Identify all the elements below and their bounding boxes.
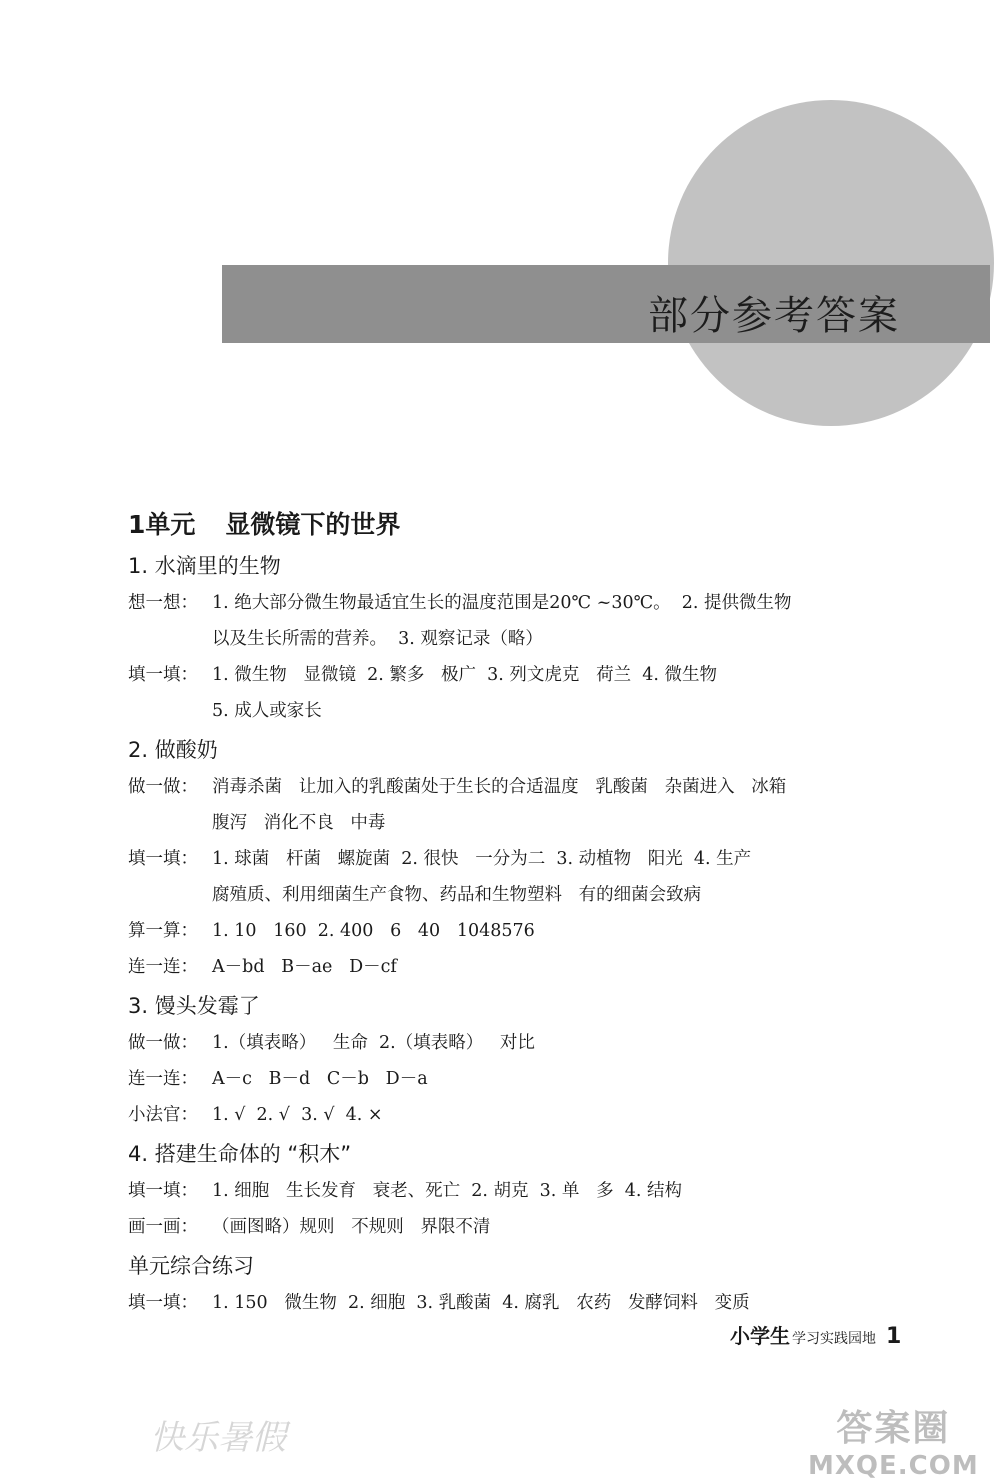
lesson-title: 2. 做酸奶 <box>128 738 218 762</box>
row-text: 1. 球菌 杆菌 螺旋菌 2. 很快 一分为二 3. 动植物 阳光 4. 生产 腐殖质、利用细菌生产食物、药品和生物塑料 有的细菌会致病 <box>212 849 752 905</box>
lesson-title: 单元综合练习 <box>128 1254 254 1278</box>
answer-row <box>128 1173 908 1209</box>
footer-brand-sub: 学习实践园地 <box>792 1331 876 1347</box>
row-text: A－bd B－ae D－cf <box>212 957 397 977</box>
row-text: 1. 绝大部分微生物最适宜生长的温度范围是20℃ ~30℃。 2. 提供微生物 以及生长所需的营养。 3. 观察记录（略） <box>212 593 792 649</box>
row-label: 填一填： <box>128 665 198 685</box>
row-label: 填一填： <box>128 1293 198 1313</box>
answer-row <box>128 1209 908 1245</box>
answer-row <box>128 913 908 949</box>
watermark-logo <box>808 1400 979 1481</box>
row-label: 画一画： <box>128 1217 198 1237</box>
row-label: 连一连： <box>128 1069 198 1089</box>
row-label: 小法官： <box>128 1105 198 1125</box>
row-text: 1. √ 2. √ 3. √ 4. × <box>212 1105 383 1125</box>
lesson-title: 3. 馒头发霉了 <box>128 994 260 1018</box>
page-footer <box>730 1320 901 1349</box>
row-label: 连一连： <box>128 957 198 977</box>
unit-number: 1单元 <box>128 510 196 539</box>
watermark-logo-url: MXQE.COM <box>808 1451 979 1481</box>
row-label: 填一填： <box>128 1181 198 1201</box>
row-label: 填一填： <box>128 849 198 869</box>
answer-row <box>128 1097 908 1133</box>
lesson-title: 1. 水滴里的生物 <box>128 554 281 578</box>
answer-row <box>128 769 908 841</box>
row-label: 算一算： <box>128 921 198 941</box>
lesson-title: 4. 搭建生命体的 “积木” <box>128 1142 352 1166</box>
page-title: 部分参考答案 <box>648 293 900 339</box>
row-text: 1. 细胞 生长发育 衰老、死亡 2. 胡克 3. 单 多 4. 结构 <box>212 1181 682 1201</box>
row-label: 想一想： <box>128 593 198 613</box>
answer-row <box>128 841 908 913</box>
row-text: 消毒杀菌 让加入的乳酸菌处于生长的合适温度 乳酸菌 杂菌进入 冰箱 腹泻 消化不良 中毒 <box>212 777 787 833</box>
decorative-circle <box>668 100 994 426</box>
row-text: 1. 微生物 显微镜 2. 繁多 极广 3. 列文虎克 荷兰 4. 微生物 5. 成人或家长 <box>212 665 717 721</box>
row-text: 1.（填表略） 生命 2.（填表略） 对比 <box>212 1033 535 1053</box>
answer-row <box>128 949 908 985</box>
unit-name: 显微镜下的世界 <box>225 510 401 539</box>
answer-content <box>128 505 908 1321</box>
unit-heading <box>128 505 908 545</box>
row-text: 1. 10 160 2. 400 6 40 1048576 <box>212 921 535 941</box>
row-label: 做一做： <box>128 1033 198 1053</box>
answer-row <box>128 1025 908 1061</box>
row-text: （画图略）规则 不规则 界限不清 <box>212 1217 491 1237</box>
footer-brand: 小学生 <box>730 1324 790 1348</box>
row-text: A－c B－d C－b D－a <box>212 1069 428 1089</box>
watermark-left: 快乐暑假 <box>150 1418 286 1458</box>
watermark-logo-text: 答案圈 <box>836 1408 951 1449</box>
answer-row <box>128 1285 908 1321</box>
answer-row <box>128 657 908 729</box>
row-label: 做一做： <box>128 777 198 797</box>
answer-row <box>128 585 908 657</box>
page-number: 1 <box>886 1324 902 1349</box>
row-text: 1. 150 微生物 2. 细胞 3. 乳酸菌 4. 腐乳 农药 发酵饲料 变质 <box>212 1293 750 1313</box>
answer-row <box>128 1061 908 1097</box>
